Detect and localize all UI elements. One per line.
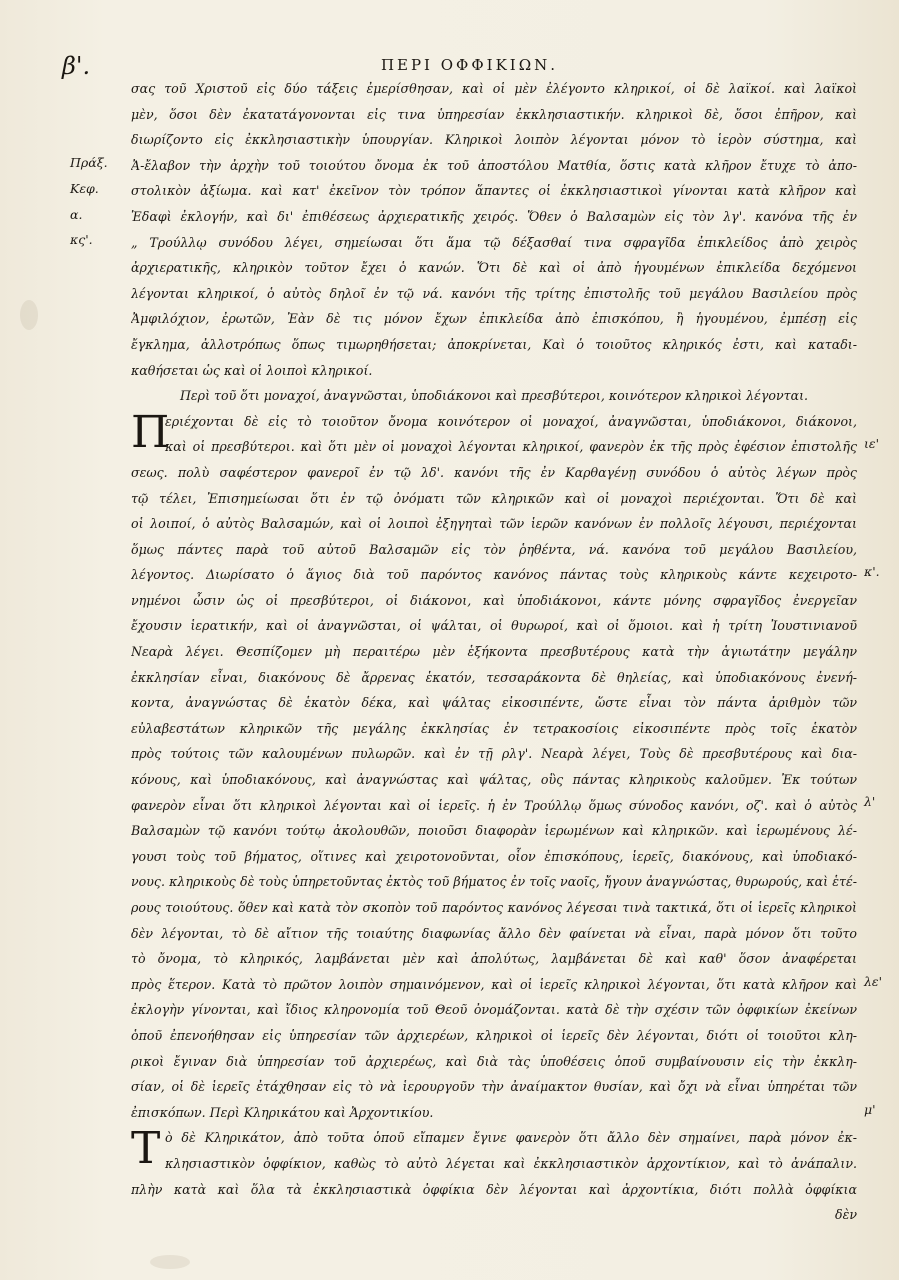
text-line: Ἐδαφὶ ἐκλογήν, καὶ δι' ἐπιθέσεως ἀρχιερατικῆς χειρός. Ὅθεν ὁ Βαλσαμὼν εἰς τὸν λγ'. κανόνα τῆς ἐν	[131, 208, 857, 224]
text-line: ὁποῦ ἐπενοήθησαν εἰς ὑπηρεσίαν τῶν ἀρχιερέων, κληρικοὶ οἱ ἱερεῖς δὲν λέγονται, διότι οἱ τοιοῦτοι κλη-	[131, 1027, 857, 1043]
text-line: ἀρχιερατικῆς, κληρικὸν τοῦτον ἔχει ὁ κανών. Ὅτι δὲ καὶ οἱ ἀπὸ ἡγουμένων ἐπικλείδα δεχόμενοι	[131, 260, 857, 276]
text-line: τὸ ὄνομα, τὸ κληρικός, λαμβάνεται μὲν καὶ ἀπολύτως, λαμβάνεται δὲ καὶ καθ' ὅσον ἀναφέρεται	[131, 951, 857, 967]
text-line: Βαλσαμὼν τῷ κανόνι τούτῳ ἀκολουθῶν, ποιοῦσι διαφορὰν ἱερωμένων καὶ κληρικῶν. καὶ ἱερωμένους λέ-	[131, 823, 857, 839]
text-line: ρους τοιούτους. ὅθεν καὶ κατὰ τὸν σκοπὸν τοῦ παρόντος κανόνος λέγεσαι τινὰ τακτικά, ὅτι οἱ ἱερεῖς κληρικοὶ	[131, 900, 857, 915]
drop-cap: Π	[131, 406, 170, 458]
text-line: ἐκλογὴν γίνονται, καὶ ἴδιος κληρονομία τοῦ Θεοῦ ὀνομάζονται. κατὰ δὲ τὴν σχέσιν τῶν ὀφφικίων ἐκείνων	[131, 1002, 857, 1018]
text-line: γουσι τοὺς τοῦ βήματος, οἵτινες καὶ χειροτονοῦνται, οἷον ἐπισκόπους, ἱερεῖς, διακόνους, καὶ ὑποδιακό-	[131, 848, 857, 864]
text-line: ἐκκλησίαν εἶναι, διακόνους δὲ ἄρρενας ἑκατόν, τεσσαράκοντα δὲ θηλείας, καὶ ὑποδιακόνους ἐνενή-	[131, 669, 857, 685]
section-heading-inline: ἐπισκόπων. Περὶ Κληρικάτου καὶ Ἀρχοντικίου.	[131, 1104, 434, 1120]
margin-note-prax: Πράξ.	[70, 155, 108, 170]
page-stain	[150, 1255, 190, 1269]
text-line: σεως. πολὺ σαφέστερον φανεροῖ ἐν τῷ λδ'. κανόνι τῆς ἐν Καρθαγένῃ συνόδου ὁ αὐτὸς λέγων πρὸς	[131, 464, 857, 480]
margin-note-kef: Κεφ.	[70, 181, 99, 196]
text-line: νημένοι ὦσιν ὡς οἱ πρεσβύτεροι, οἱ διάκονοι, καὶ ὑποδιάκονοι, κάντε μόνης σφραγῖδος ἐνεργεῖαν	[131, 592, 857, 608]
text-line: σίαν, οἱ δὲ ἱερεῖς ἐτάχθησαν εἰς τὸ νὰ ἱερουργοῦν τὴν ἀναίμακτον θυσίαν, καὶ ὄχι νὰ εἶναι ὑπηρέται τῶν	[131, 1079, 857, 1095]
margin-note-k: κ'.	[864, 564, 880, 579]
text-line: καὶ οἱ πρεσβύτεροι. καὶ ὅτι μὲν οἱ μοναχοὶ λέγονται κληρικοί, φανερὸν ἐκ τῆς πρὸς ἐφέσιον ἐπιστολῆς	[165, 439, 857, 455]
text-line: λέγονται κληρικοί, ὁ αὐτὸς δηλοῖ ἐν τῷ νά. κανόνι τῆς τρίτης ἐπιστολῆς τοῦ μεγάλου Βασιλείου πρὸς	[131, 285, 857, 301]
text-line: κόνους, καὶ ὑποδιακόνους, καὶ ἀναγνώστας καὶ ψάλτας, οὓς πάντας κληρικοὺς καλοῦμεν. Ἐκ τούτων	[131, 772, 857, 788]
text-line: οἱ λοιποί, ὁ αὐτὸς Βαλσαμών, καὶ οἱ λοιποὶ ἐξηγηταὶ τῶν ἱερῶν κανόνων ἐν πολλοῖς λέγουσι, περιέχονται	[131, 516, 857, 532]
drop-cap: Τ	[131, 1123, 161, 1175]
running-head: ΠΕΡΙ ΟΦΦΙΚΙΩΝ.	[380, 56, 559, 74]
text-line: κοντα, ἀναγνώστας δὲ ἑκατὸν δέκα, καὶ ψάλτας εἰκοσιπέντε, ὥστε εἶναι τὸν πάντα ἀριθμὸν τῶν	[131, 695, 857, 711]
text-line: κλησιαστικὸν ὀφφίκιον, καθὼς τὸ αὐτὸ λέγεται καὶ ἐκκλησιαστικὸν ἀρχοντίκιον, καὶ τὸ ἀνάπαλιν.	[165, 1155, 857, 1171]
catchword: δὲν	[835, 1207, 857, 1223]
folio-number: β'.	[62, 52, 91, 80]
section-heading: Περὶ τοῦ ὅτι μοναχοί, ἀναγνῶσται, ὑποδιάκονοι καὶ πρεσβύτεροι, κοινότερον κληρικοὶ λέγονται.	[179, 388, 809, 404]
text-line: „ Τρούλλῳ συνόδου λέγει, σημείωσαι ὅτι ἅμα τῷ δέξασθαί τινα σφραγῖδα ἐπικλείδος ἀπὸ χειρὸς	[131, 234, 857, 250]
text-line: ὅμως πάντες παρὰ τοῦ αὐτοῦ Βαλσαμῶν εἰς τὸν ῥηθέντα, νά. κανόνα τοῦ μεγάλου Βασιλείου,	[131, 541, 857, 557]
text-line: Ἀμφιλόχιον, ἐρωτῶν, Ἐὰν δὲ τις μόνον ἔχων ἐπικλείδα ἀπὸ ἐπισκόπου, ἢ ἡγουμένου, ἐμπέσῃ εἰς	[131, 311, 857, 327]
margin-note-l: λ'	[864, 794, 876, 809]
page-stain	[20, 300, 38, 330]
paragraph-with-dropcap	[131, 406, 857, 460]
text-line: πρὸς ἕτερον. Κατὰ τὸ πρῶτον λοιπὸν σημαινόμενον, καὶ οἱ ἱερεῖς κληρικοὶ λέγονται, ὅτι κατὰ κλῆρον καὶ	[131, 976, 857, 992]
text-line: ἔχουσιν ἱερατικήν, καὶ οἱ ἀναγνῶσται, οἱ ψάλται, οἱ θυρωροί, καὶ οἱ ὅμοιοι. καὶ ἡ τρίτη Ἰουστινιανοῦ	[131, 618, 857, 634]
text-line: εριέχονται δὲ εἰς τὸ τοιοῦτον ὄνομα κοινότερον οἱ μοναχοί, ἀναγνῶσται, ὑποδιάκονοι, διάκονοι,	[165, 413, 857, 429]
text-line: ἔγκλημα, ἀλλοτρόπως ὅπως τιμωρηθήσεται; ἀποκρίνεται, Καὶ ὁ τοιοῦτος κληρικός ἐστι, καὶ καταδι-	[131, 336, 857, 352]
text-line: πλὴν κατὰ καὶ ὅλα τὰ ἐκκλησιαστικὰ ὀφφίκια δὲν λέγονται καὶ ἀρχοντίκια, διότι πολλὰ ὀφφίκια	[131, 1181, 857, 1197]
text-line: σας τοῦ Χριστοῦ εἰς δύο τάξεις ἐμερίσθησαν, καὶ οἱ μὲν ἐλέγοντο κληρικοί, οἱ δὲ λαϊκοί. καὶ λαϊκοὶ	[131, 81, 857, 96]
text-line: μὲν, ὅσοι δὲν ἐκατατάγονονται εἰς τινα ὑπηρεσίαν ἐκκλησιαστικήν. κληρικοὶ δὲ, ὅσοι ἐπῆρον, καὶ	[131, 106, 857, 122]
text-line: Νεαρὰ λέγει. Θεσπίζομεν μὴ περαιτέρω μὲν ἑξήκοντα πρεσβυτέρους κατὰ τὴν ἁγιωτάτην μεγάλην	[131, 644, 857, 660]
text-line: τῷ τέλει, Ἐπισημείωσαι ὅτι ἐν τῷ ὀνόματι τῶν κληρικῶν καὶ οἱ μοναχοὶ περιέχονται. Ὅτι δὲ καὶ	[131, 490, 857, 506]
margin-note-ks: κς'.	[70, 232, 93, 247]
margin-note-le: λε'	[864, 974, 883, 989]
text-line: καθήσεται ὡς καὶ οἱ λοιποὶ κληρικοί.	[131, 362, 373, 378]
text-line: νους. κληρικοὺς δὲ τοὺς ὑπηρετοῦντας ἐκτὸς τοῦ βήματος ἐν τοῖς ναοῖς, ἤγουν ἀναγνώστας, θυρωρούς, καὶ ἑτέ-	[131, 874, 857, 890]
text-line: λέγοντος. Διωρίσατο ὁ ἅγιος διὰ τοῦ παρόντος κανόνος πάντας τοὺς κληρικοὺς κάντε κεχειροτο-	[131, 567, 857, 583]
main-text	[131, 76, 857, 1228]
text-line: ὸ δὲ Κληρικάτον, ἀπὸ τοῦτα ὁποῦ εἴπαμεν ἔγινε φανερὸν ὅτι ἄλλο δὲν σημαίνει, παρὰ μόνον ἐκ-	[165, 1130, 857, 1146]
text-line: εὐλαβεστάτων κληρικῶν τῆς μεγάλης ἐκκλησίας ἐν τετρακοσίοις εἰκοσιπέντε πρὸς τοῖς ἑκατὸν	[131, 720, 857, 736]
text-line: Ἀ-ἔλαβον τὴν ἀρχὴν τοῦ τοιούτου ὄνομα ἐκ τοῦ ἀποστόλου Ματθία, ὅστις κατὰ κλῆρον ἔτυχε τὸ ἀπο-	[131, 157, 857, 173]
margin-note-a: α.	[70, 207, 83, 222]
text-line: ρικοὶ ἔγιναν διὰ ὑπηρεσίαν τοῦ ἀρχιερέως, καὶ διὰ τὰς ὑποθέσεις ὁποῦ συμβαίνουσιν εἰς τὴν ἐκκλη-	[131, 1053, 857, 1069]
text-line: πρὸς τούτοις τῶν καλουμένων πυλωρῶν. καὶ ἐν τῇ ρλγ'. Νεαρὰ λέγει, Τοὺς δὲ πρεσβυτέρους καὶ δια-	[131, 746, 857, 762]
paragraph-with-dropcap	[131, 1125, 857, 1176]
text-line: στολικὸν ἀξίωμα. καὶ κατ' ἐκεῖνον τὸν τρόπον ἅπαντες οἱ ἐκκλησιαστικοὶ γίνονται κατὰ κλῆρον καὶ	[131, 183, 857, 199]
text-line: φανερὸν εἶναι ὅτι κληρικοὶ λέγονται καὶ οἱ ἱερεῖς. ἡ ἐν Τρούλλῳ ὅμως σύνοδος κανόνι, οζ'. καὶ ὁ αὐτὸς	[131, 797, 857, 813]
text-line: δὲν λέγονται, τὸ δὲ αἴτιον τῆς τοιαύτης διαφωνίας ἄλλο δὲν φαίνεται νὰ εἶναι, παρὰ μόνον ὅτι τοῦτο	[131, 925, 857, 941]
margin-note-ie: ιε'	[864, 436, 880, 451]
text-line: διωρίζοντο εἰς ἐκκλησιαστικὴν ὑπουργίαν. Κληρικοὶ λοιπὸν λέγονται μόνον τὸ ἱερὸν σύστημα, καὶ	[131, 132, 857, 148]
margin-note-m: μ'	[864, 1102, 876, 1117]
